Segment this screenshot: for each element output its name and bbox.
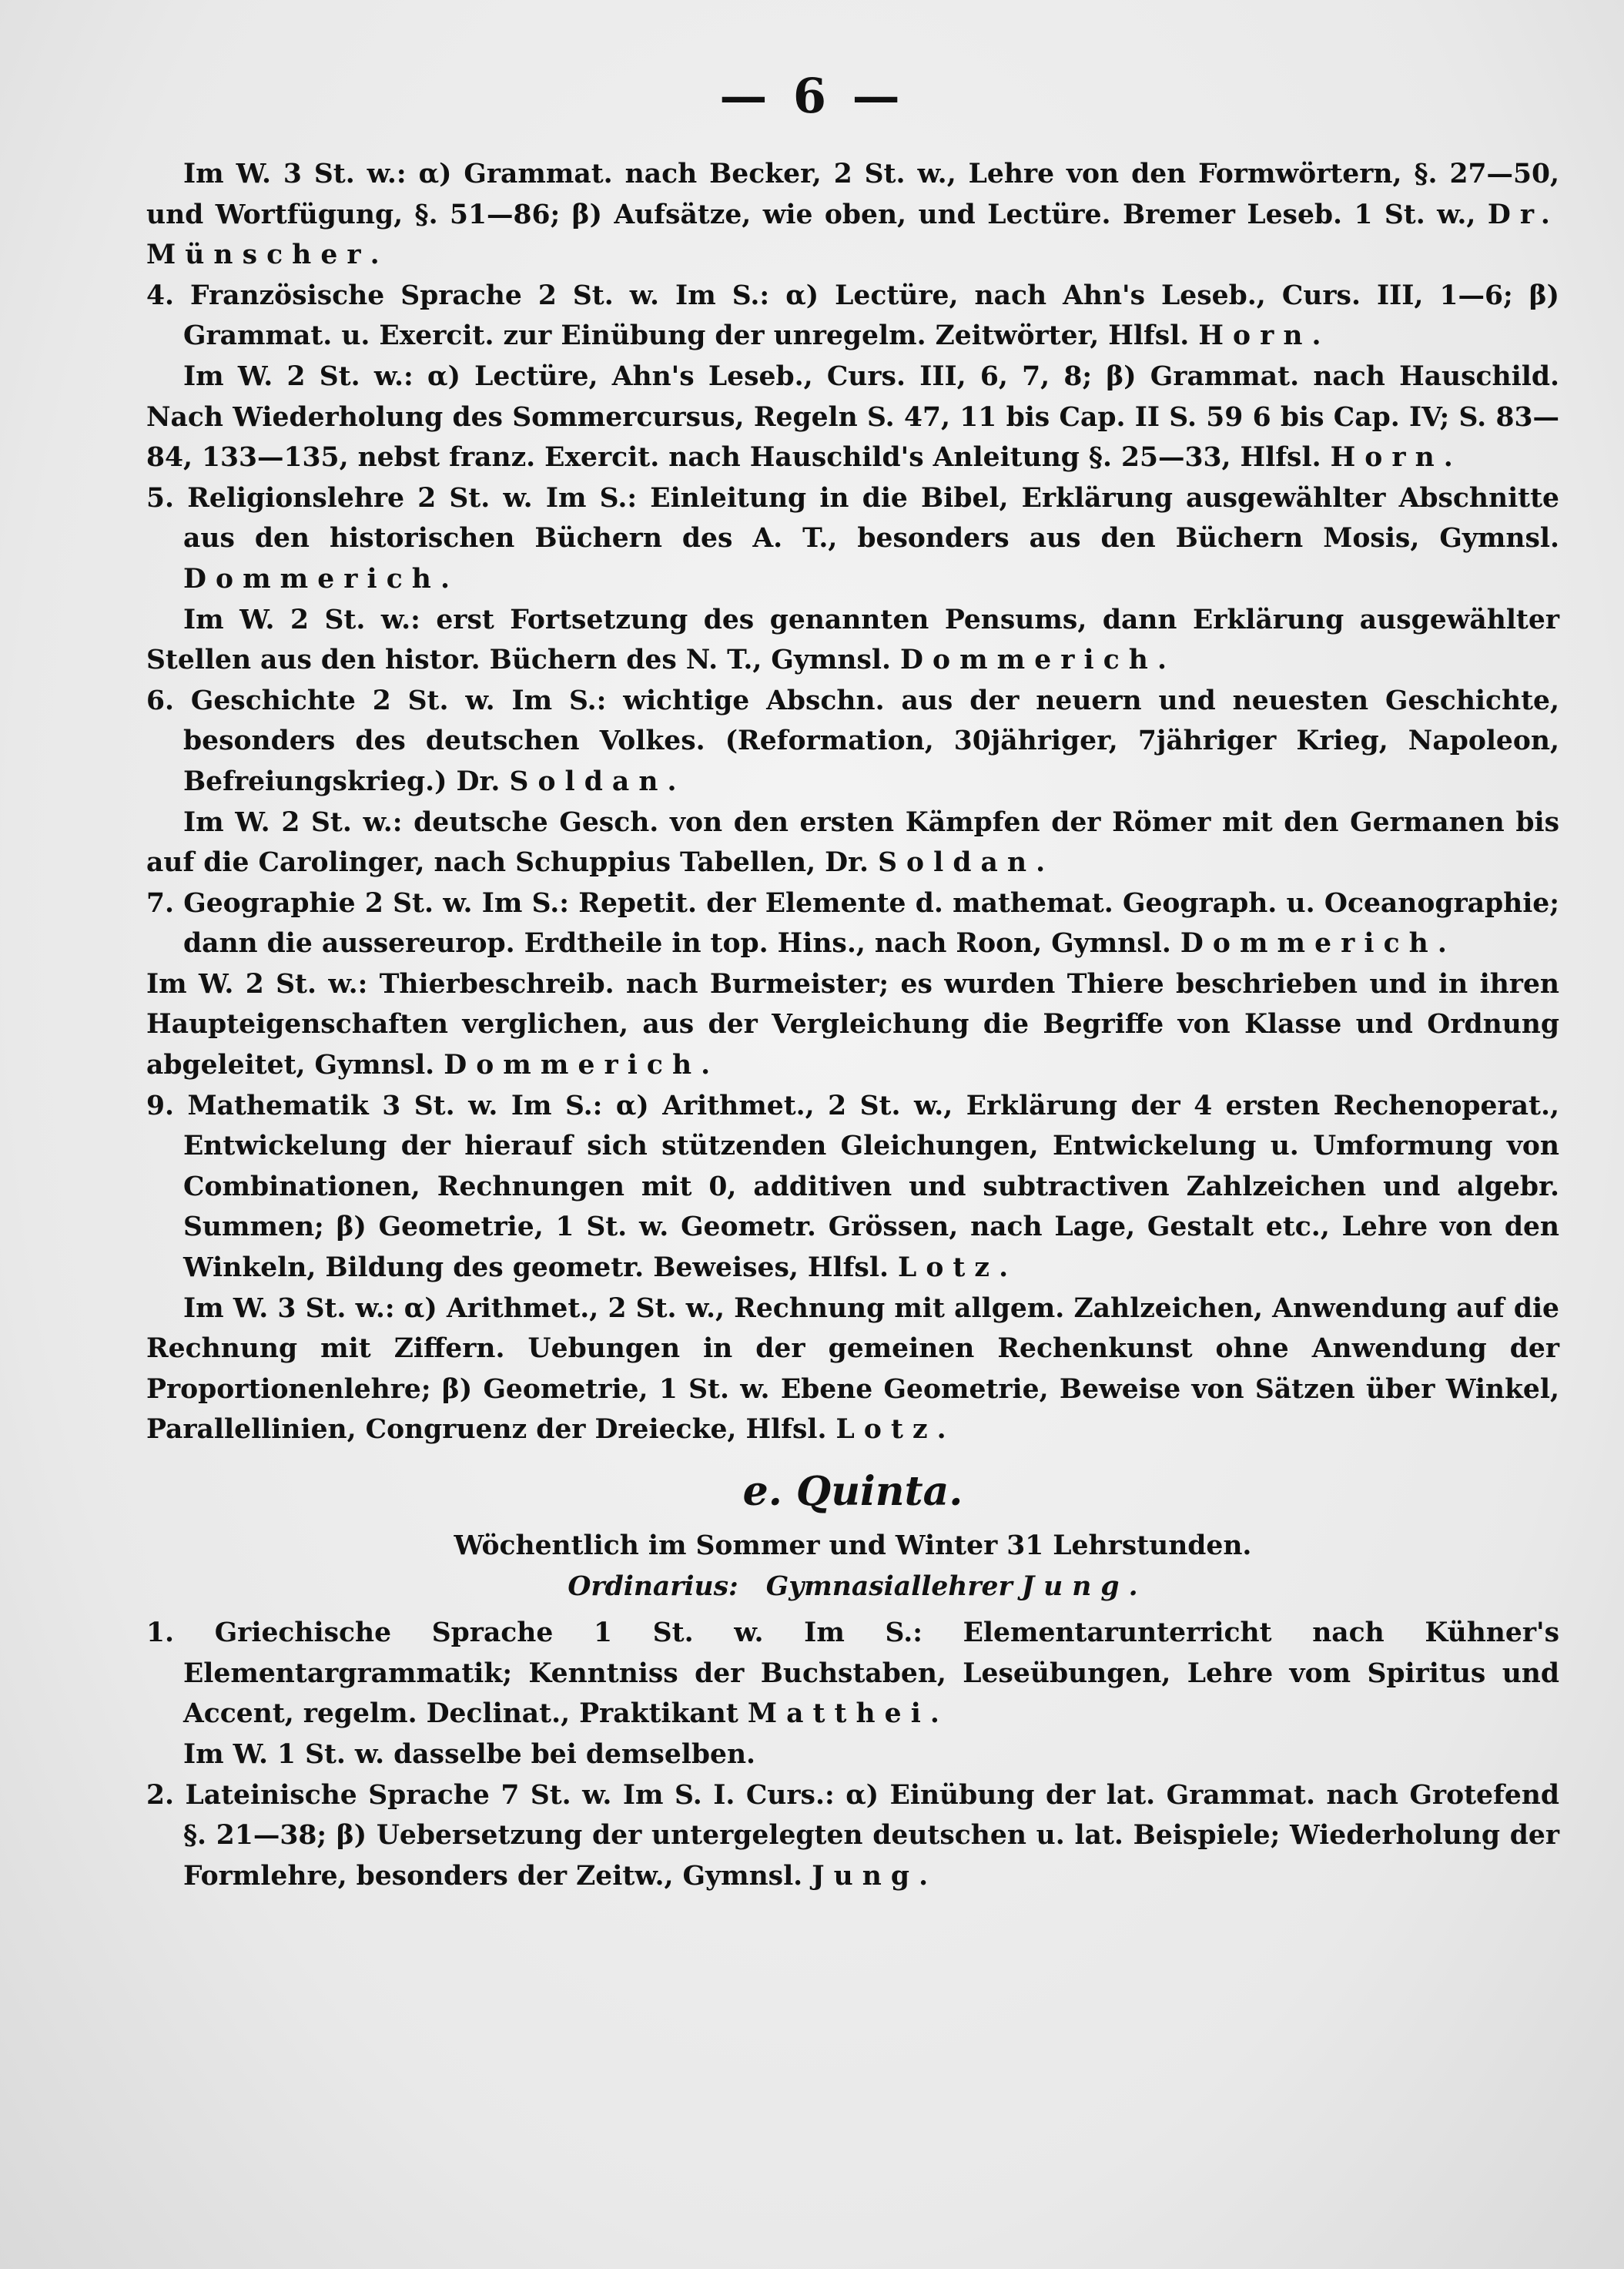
paragraph-religion-winter: Im W. 2 St. w.: erst Fortsetzung des genannten Pensums, dann Erklärung ausgewählter Stellen aus den histor. Büchern des N. T., Gymnsl. Dommerich. <box>146 604 1559 676</box>
paragraph-religion-summer: 5. Religionslehre 2 St. w. Im S.: Einleitung in die Bibel, Erklärung ausgewählter Abschnitte aus den historischen Büchern des A. T., besonders aus den Büchern Mosis, Gymnsl. Dommerich. <box>146 482 1559 595</box>
paragraph-history-summer: 6. Geschichte 2 St. w. Im S.: wichtige Abschn. aus der neuern und neuesten Geschichte, besonders des deutschen Volkes. (Reformation, 30jähriger, 7jähriger Krieg, Napoleon, Befreiungskrieg.) Dr. Soldan. <box>146 685 1559 797</box>
paragraph-math-winter: Im W. 3 St. w.: α) Arithmet., 2 St. w., Rechnung mit allgem. Zahlzeichen, Anwendung auf die Rechnung mit Ziffern. Uebungen in der gemeinen Rechenkunst ohne Anwendung der Proportionenlehre; β) Geometrie, 1 St. w. Ebene Geometrie, Beweise von Sätzen über Winkel, Parallellinien, Congruenz der Dreiecke, Hlfsl. Lotz. <box>146 1292 1559 1446</box>
section-heading: e. Quinta. <box>742 1468 963 1515</box>
document-body <box>146 154 1559 1896</box>
paragraph-french-summer: 4. Französische Sprache 2 St. w. Im S.: α) Lectüre, nach Ahn's Leseb., Curs. III, 1—6; β) Grammat. u. Exercit. zur Einübung der unregelm. Zeitwörter, Hlfsl. Horn. <box>146 280 1559 352</box>
paragraph-geography-winter: Im W. 2 St. w.: Thierbeschreib. nach Burmeister; es wurden Thiere beschrieben und in ihren Haupteigenschaften verglichen, aus der Vergleichung die Begriffe von Klasse und Ordnung abgeleitet, Gymnsl. Dommerich. <box>146 968 1559 1081</box>
paragraph-greek-summer: 1. Griechische Sprache 1 St. w. Im S.: Elementarunterricht nach Kühner's Elementargrammatik; Kenntniss der Buchstaben, Leseübungen, Lehre vom Spiritus und Accent, regelm. Declinat., Praktikant Matthei. <box>146 1617 1559 1730</box>
paragraph-latin-summer: 2. Lateinische Sprache 7 St. w. Im S. I. Curs.: α) Einübung der lat. Grammat. nach Grotefend §. 21—38; β) Uebersetzung der untergelegten deutschen u. lat. Beispiele; Wiederholung der Formlehre, besonders der Zeitw., Gymnsl. Jung. <box>146 1779 1559 1892</box>
paragraph-geography-summer: 7. Geographie 2 St. w. Im S.: Repetit. der Elemente d. mathemat. Geograph. u. Oceanographie; dann die aussereurop. Erdtheile in top. Hins., nach Roon, Gymnsl. Dommerich. <box>146 887 1559 960</box>
paragraph-math-summer: 9. Mathematik 3 St. w. Im S.: α) Arithmet., 2 St. w., Erklärung der 4 ersten Rechenoperat., Entwickelung der hierauf sich stützenden Gleichungen, Entwickelung u. Umformung von Combinationen, Rechnungen mit 0, additiven und subtractiven Zahlzeichen und algebr. Summen; β) Geometrie, 1 St. w. Geometr. Grössen, nach Lage, Gestalt etc., Lehre von den Winkeln, Bildung des geometr. Beweises, Hlfsl. Lotz. <box>146 1090 1559 1284</box>
paragraph-french-winter: Im W. 2 St. w.: α) Lectüre, Ahn's Leseb., Curs. III, 6, 7, 8; β) Grammat. nach Hauschild. Nach Wiederholung des Sommercursus, Regeln S. 47, 11 bis Cap. II S. 59 6 bis Cap. IV; S. 83—84, 133—135, nebst franz. Exercit. nach Hauschild's Anleitung §. 25—33, Hlfsl. Horn. <box>146 360 1559 474</box>
ordinarius-line: Ordinarius: Gymnasiallehrer Jung. <box>568 1570 1138 1602</box>
paragraph-history-winter: Im W. 2 St. w.: deutsche Gesch. von den ersten Kämpfen der Römer mit den Germanen bis auf die Carolinger, nach Schuppius Tabellen, Dr. Soldan. <box>146 806 1559 879</box>
paragraph-german-winter: Im W. 3 St. w.: α) Grammat. nach Becker, 2 St. w., Lehre von den Formwörtern, §. 27—50, und Wortfügung, §. 51—86; β) Aufsätze, wie oben, und Lectüre. Bremer Leseb. 1 St. w., Dr. Münscher. <box>146 159 1559 271</box>
page-number: — 6 — <box>719 68 905 124</box>
weekly-hours: Wöchentlich im Sommer und Winter 31 Lehrstunden. <box>454 1530 1252 1561</box>
paragraph-greek-winter: Im W. 1 St. w. dasselbe bei demselben. <box>183 1738 756 1770</box>
